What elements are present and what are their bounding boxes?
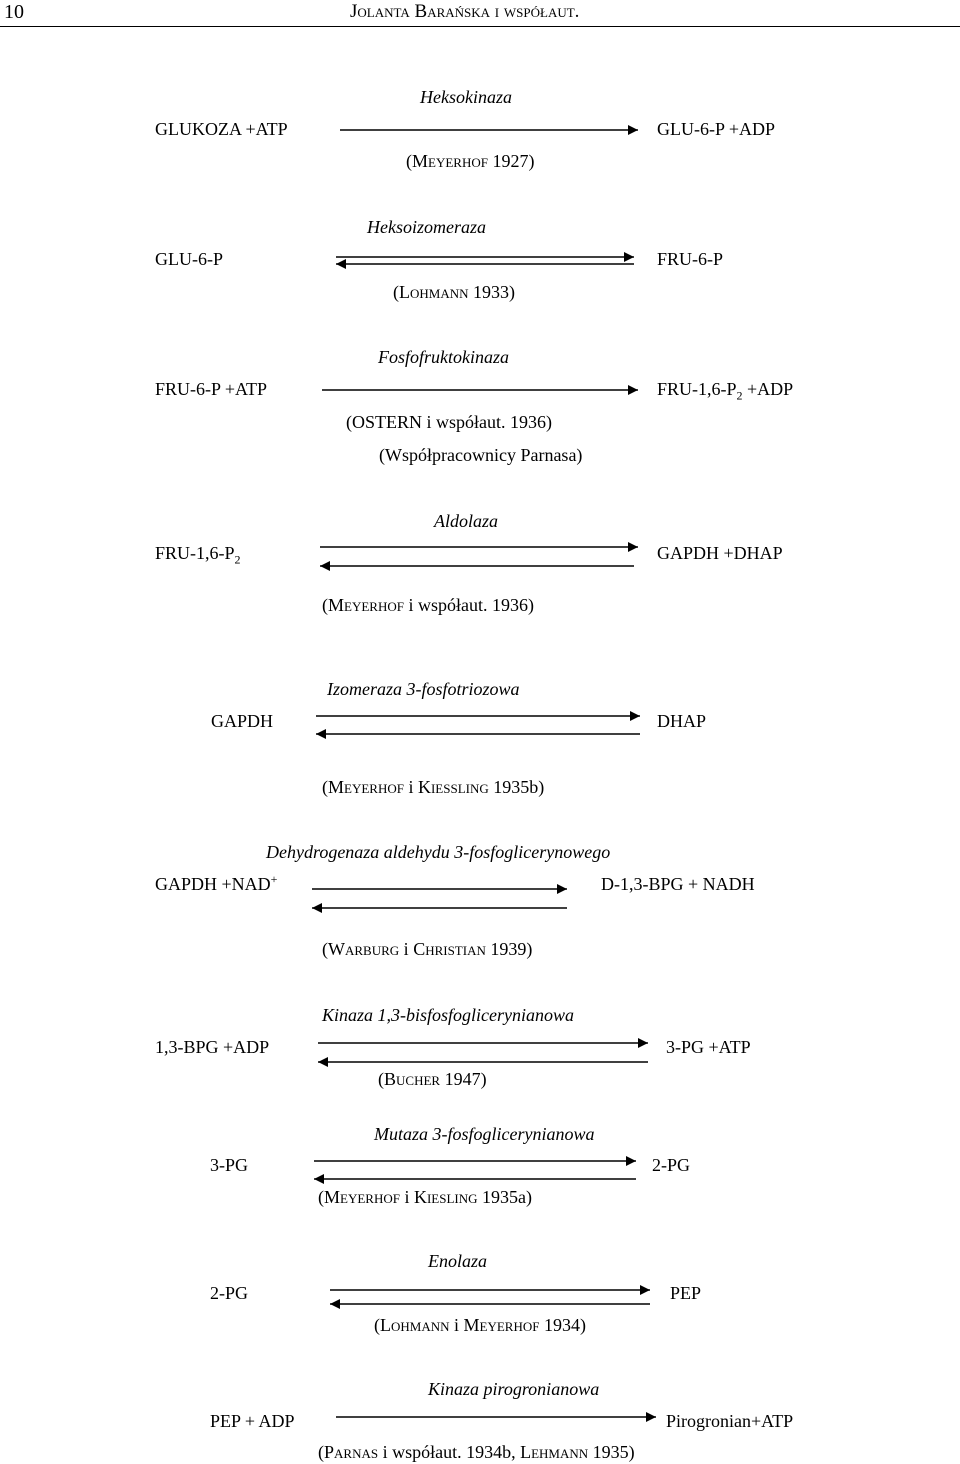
substrate: 3-PG <box>210 1155 249 1175</box>
enzyme-name: Fosfofruktokinaza <box>378 347 509 367</box>
product: FRU-$1,6-P_2 +ADP$ <box>657 379 794 403</box>
product: GAPDH +DHAP <box>657 543 783 563</box>
enzyme-name: Mutaza 3-fosfoglicerynianowa <box>374 1124 595 1144</box>
reference: (Meyerhof i współaut. 1936) <box>322 595 534 615</box>
substrate: GAPDH +NAD+ <box>155 872 278 894</box>
product: D-1,3-BPG + NADH <box>601 874 755 894</box>
product: DHAP <box>657 711 707 731</box>
reference: (OSTERN i współaut. 1936) <box>346 412 552 432</box>
substrate: FRU-$1,6-P_2$ <box>155 543 241 567</box>
product: FRU-6-P <box>657 249 724 269</box>
enzyme-name: Dehydrogenaza aldehydu 3-fosfoglicerynowego <box>266 842 611 862</box>
reference: (Lohmann i Meyerhof 1934) <box>374 1315 586 1335</box>
enzyme-name: Heksoizomeraza <box>367 217 486 237</box>
product: PEP <box>670 1283 702 1303</box>
substrate: GLU-6-P <box>155 249 223 269</box>
reference: (Meyerhof 1927) <box>406 151 535 171</box>
substrate: PEP + ADP <box>210 1411 295 1431</box>
substrate: GLUKOZA +ATP <box>155 119 288 139</box>
enzyme-name: Enolaza <box>428 1251 488 1271</box>
substrate: GAPDH <box>211 711 274 731</box>
reference: (Meyerhof i Kiesling 1935a) <box>318 1187 532 1207</box>
enzyme-name: Izomeraza 3-fosfotriozowa <box>327 679 520 699</box>
enzyme-name: Kinaza pirogronianowa <box>428 1379 600 1399</box>
substrate: FRU-6-P +ATP <box>155 379 268 399</box>
substrate: 2-PG <box>210 1283 249 1303</box>
product: GLU-6-P +ADP <box>657 119 775 139</box>
running-title: Jolanta Barańska i współaut. <box>350 1 580 22</box>
enzyme-name: Heksokinaza <box>420 87 512 107</box>
enzyme-name: Aldolaza <box>434 511 499 531</box>
product: Pirogronian+ATP <box>666 1411 794 1431</box>
reference: (Parnas i współaut. 1934b, Lehmann 1935) <box>318 1442 635 1462</box>
product: 2-PG <box>652 1155 691 1175</box>
substrate: 1,3-BPG +ADP <box>155 1037 270 1057</box>
reference: (Warburg i Christian 1939) <box>322 939 533 959</box>
reference: (Współpracownicy Parnasa) <box>379 445 583 465</box>
reference: (Meyerhof i Kiessling 1935b) <box>322 777 545 797</box>
page-number: 10 <box>4 1 24 23</box>
product: 3-PG +ATP <box>666 1037 751 1057</box>
reference: (Bucher 1947) <box>378 1069 487 1089</box>
reference: (Lohmann 1933) <box>393 282 515 302</box>
enzyme-name: Kinaza 1,3-bisfosfoglicerynianowa <box>322 1005 574 1025</box>
